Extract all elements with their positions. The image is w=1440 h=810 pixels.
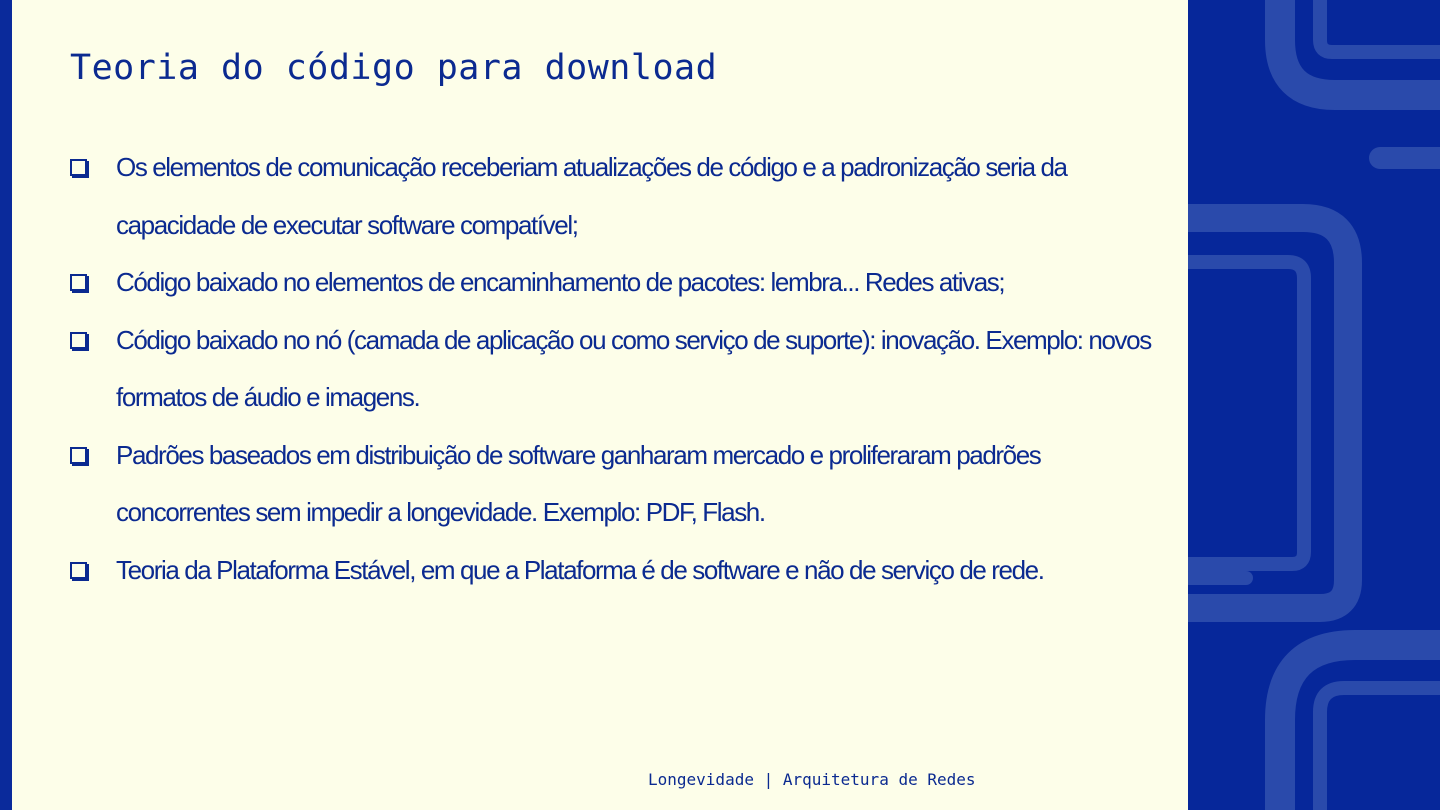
bullet-text: Código baixado no elementos de encaminhamento de pacotes: lembra... Redes ativas; [116, 267, 1005, 297]
checkbox-bullet-icon [70, 274, 87, 291]
bullet-item [68, 427, 1173, 542]
decorative-pattern [1188, 0, 1440, 810]
bullet-text: Os elementos de comunicação receberiam atualizações de código e a padronização seria da capacidade de executar software compatível; [116, 152, 1067, 240]
bullet-text: Código baixado no nó (camada de aplicação ou como serviço de suporte): inovação. Exemplo: novos formatos de áudio e imagens. [116, 324, 1151, 412]
checkbox-bullet-icon [70, 159, 87, 176]
bullet-list [68, 139, 1173, 599]
bullet-item [68, 312, 1173, 427]
slide-footer: Longevidade | Arquitetura de Redes [648, 770, 976, 789]
bullet-text: Teoria da Plataforma Estável, em que a Plataforma é de software e não de serviço de rede. [116, 554, 1044, 585]
left-accent-bar [0, 0, 12, 810]
bullet-item [68, 542, 1173, 600]
checkbox-bullet-icon [70, 447, 87, 464]
slide-title: Teoria do código para download [70, 48, 718, 88]
checkbox-bullet-icon [70, 562, 87, 579]
bullet-item [68, 254, 1173, 312]
bullet-text: Padrões baseados em distribuição de software ganharam mercado e proliferaram padrões concorrentes sem impedir a longevidade. Exemplo: PDF, Flash. [116, 439, 1041, 527]
bullet-item [68, 139, 1173, 254]
decorative-side-panel [1188, 0, 1440, 810]
checkbox-bullet-icon [70, 332, 87, 349]
